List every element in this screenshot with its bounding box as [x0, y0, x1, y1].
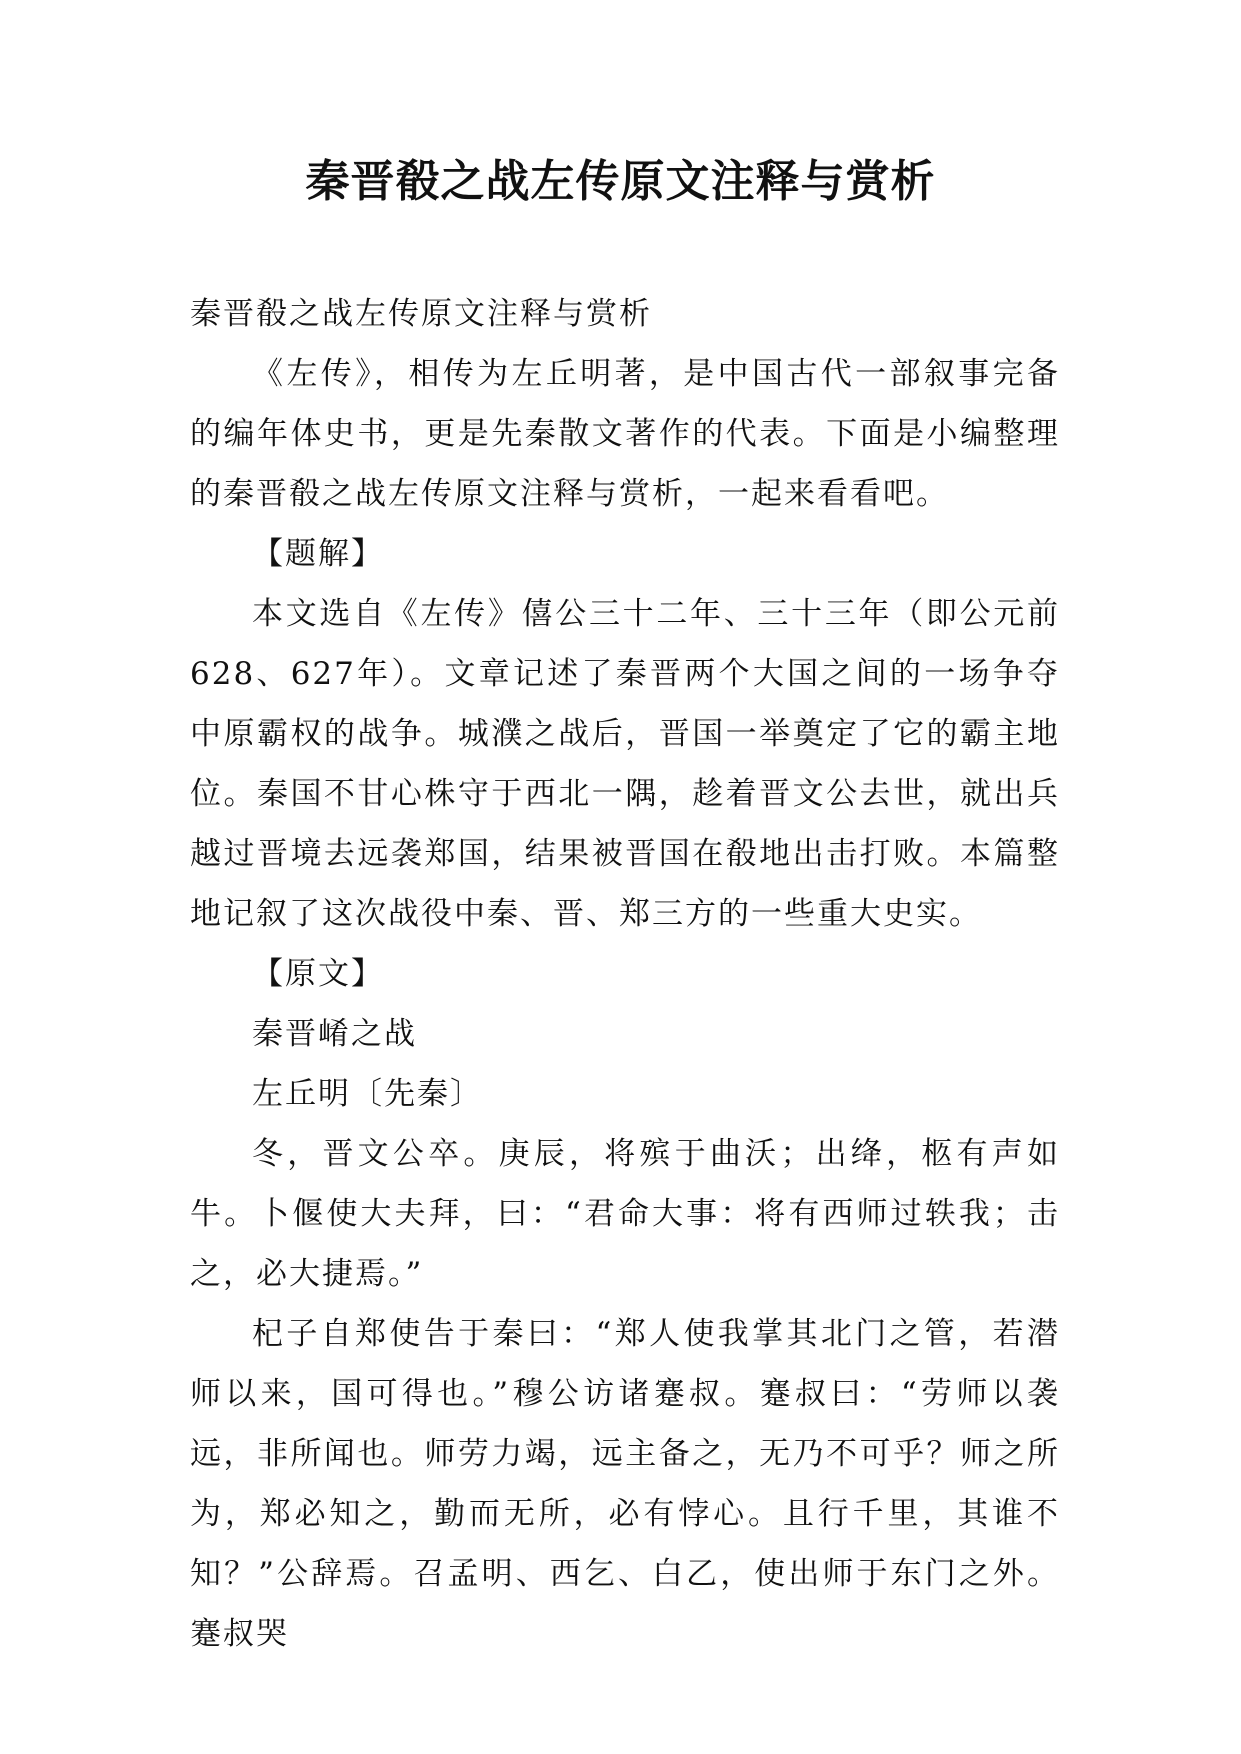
section-heading-tijie: 【题解】: [252, 536, 384, 572]
section-heading-yuanwen: 【原文】: [252, 956, 384, 992]
paragraph-yuanwen-1: 冬，晋文公卒。庚辰，将殡于曲沃；出绛，柩有声如牛。卜偃使大夫拜，曰：“君命大事：将有西师过轶我；击之，必大捷焉。”: [190, 1136, 1060, 1292]
work-author: 左丘明〔先秦〕: [252, 1076, 483, 1112]
paragraph-tijie: 本文选自《左传》僖公三十二年、三十三年（即公元前628、627年）。文章记述了秦晋两个大国之间的一场争夺中原霸权的战争。城濮之战后，晋国一举奠定了它的霸主地位。秦国不甘心株守于西北一隅，趁着晋文公去世，就出兵越过晋境去远袭郑国，结果被晋国在殽地出击打败。本篇整地记叙了这次战役中秦、晋、郑三方的一些重大史实。: [190, 596, 1060, 932]
work-title: 秦晋崤之战: [252, 1016, 417, 1052]
paragraph-intro: 《左传》，相传为左丘明著，是中国古代一部叙事完备的编年体史书，更是先秦散文著作的代表。下面是小编整理的秦晋殽之战左传原文注释与赏析，一起来看看吧。: [190, 356, 1060, 512]
paragraph-subtitle: 秦晋殽之战左传原文注释与赏析: [190, 296, 652, 332]
document-title: 秦晋殽之战左传原文注释与赏析: [305, 156, 936, 207]
document-body: [190, 284, 1060, 1664]
paragraph-yuanwen-2: 杞子自郑使告于秦曰：“郑人使我掌其北门之管，若潜师以来，国可得也。”穆公访诸蹇叔。蹇叔曰：“劳师以袭远，非所闻也。师劳力竭，远主备之，无乃不可乎？师之所为，郑必知之，勤而无所，必有悖心。且行千里，其谁不知？”公辞焉。召孟明、西乞、白乙，使出师于东门之外。蹇叔哭: [190, 1316, 1060, 1652]
